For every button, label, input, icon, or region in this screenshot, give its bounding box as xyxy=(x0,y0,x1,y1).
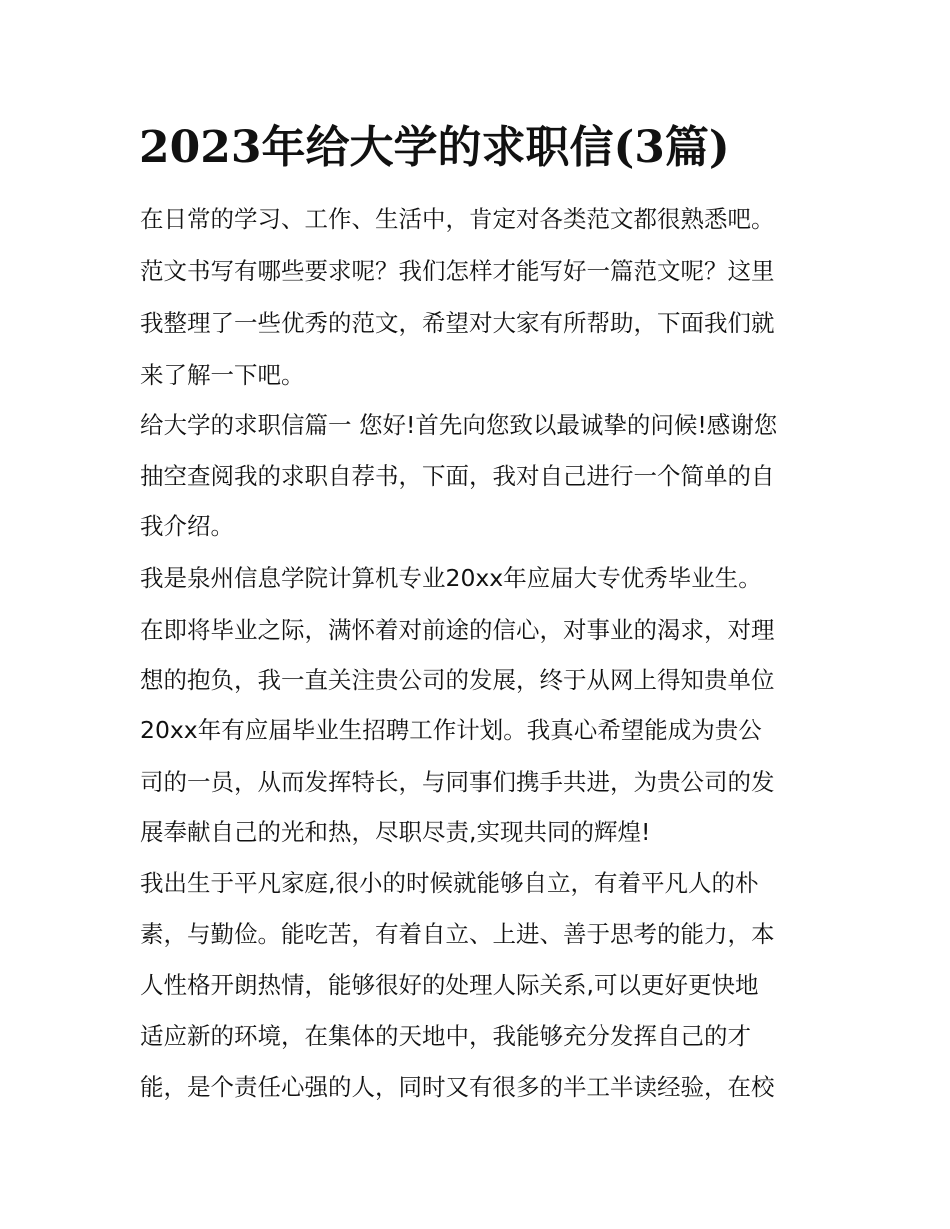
text-line: 20xx年有应届毕业生招聘工作计划。我真心希望能成为贵公 xyxy=(140,716,762,744)
text-line: 我是泉州信息学院计算机专业20xx年应届大专优秀毕业生。 xyxy=(140,564,762,592)
text-line: 想的抱负，我一直关注贵公司的发展，终于从网上得知贵单位 xyxy=(140,666,775,694)
text-line: 能，是个责任心强的人，同时又有很多的半工半读经验，在校 xyxy=(140,1073,775,1101)
text-line: 适应新的环境，在集体的天地中，我能够充分发挥自己的才 xyxy=(140,1022,751,1050)
text-line: 抽空查阅我的求职自荐书，下面，我对自己进行一个简单的自 xyxy=(140,462,775,490)
text-line: 范文书写有哪些要求呢？我们怎样才能写好一篇范文呢？这里 xyxy=(140,257,775,285)
document-title: 2023年给大学的求职信(3篇) xyxy=(139,122,730,173)
text-line: 给大学的求职信篇一 您好!首先向您致以最诚挚的问候!感谢您 xyxy=(140,411,778,439)
text-line: 人性格开朗热情，能够很好的处理人际关系,可以更好更快地 xyxy=(140,971,759,999)
text-line: 我介绍。 xyxy=(140,512,234,540)
text-line: 司的一员，从而发挥特长，与同事们携手共进，为贵公司的发 xyxy=(140,768,775,796)
text-line: 在即将毕业之际，满怀着对前途的信心，对事业的渴求，对理 xyxy=(140,616,775,644)
text-line: 素，与勤俭。能吃苦，有着自立、上进、善于思考的能力，本 xyxy=(140,920,775,948)
text-line: 我出生于平凡家庭,很小的时候就能够自立，有着平凡人的朴 xyxy=(140,869,759,897)
text-line: 在日常的学习、工作、生活中，肯定对各类范文都很熟悉吧。 xyxy=(140,205,775,233)
text-line: 展奉献自己的光和热，尽职尽责,实现共同的辉煌! xyxy=(140,818,651,846)
text-line: 我整理了一些优秀的范文，希望对大家有所帮助，下面我们就 xyxy=(140,309,775,337)
text-line: 来了解一下吧。 xyxy=(140,361,305,389)
